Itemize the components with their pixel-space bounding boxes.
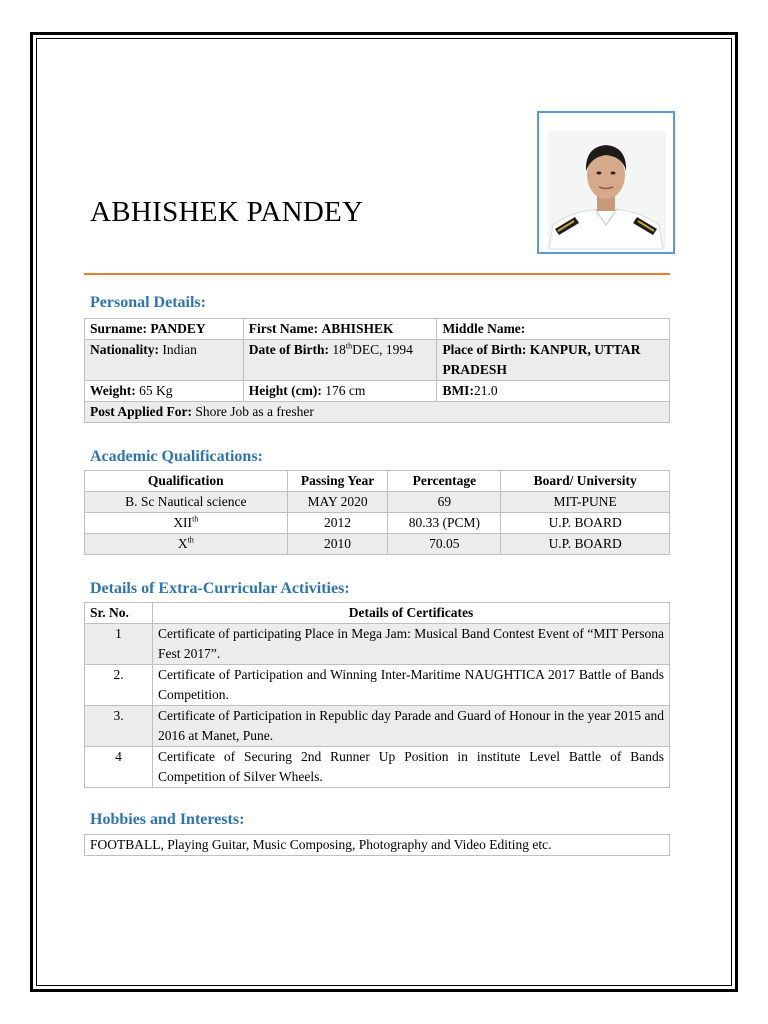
academic-table xyxy=(84,470,670,555)
qualification-cell: XIIth xyxy=(85,513,288,534)
certificate-cell: Certificate of Participation and Winning Inter-Maritime NAUGHTICA 2017 Battle of Bands Competition. xyxy=(153,665,670,706)
first-name-cell: First Name: ABHISHEK xyxy=(243,319,437,340)
col-header: Board/ University xyxy=(501,471,670,492)
personal-details-table xyxy=(84,318,670,423)
candidate-name: ABHISHEK PANDEY xyxy=(90,196,364,228)
hobbies-heading: Hobbies and Interests: xyxy=(90,811,245,828)
col-header: Passing Year xyxy=(287,471,388,492)
qualification-cell: Xth xyxy=(85,534,288,555)
height-cell: Height (cm): 176 cm xyxy=(243,381,437,402)
certificate-cell: Certificate of participating Place in Mega Jam: Musical Band Contest Event of “MIT Persona Fest 2017”. xyxy=(153,624,670,665)
table-header-row xyxy=(85,471,670,492)
personal-details-heading: Personal Details: xyxy=(90,294,206,311)
weight-cell: Weight: 65 Kg xyxy=(85,381,244,402)
table-row xyxy=(85,402,670,423)
col-header: Qualification xyxy=(85,471,288,492)
academic-heading: Academic Qualifications: xyxy=(90,448,263,465)
col-header: Percentage xyxy=(388,471,501,492)
percentage-cell: 70.05 xyxy=(388,534,501,555)
certificate-cell: Certificate of Securing 2nd Runner Up Position in institute Level Battle of Bands Competition of Silver Wheels. xyxy=(153,747,670,788)
table-row xyxy=(85,747,670,788)
bmi-cell: BMI:21.0 xyxy=(437,381,670,402)
table-row xyxy=(85,624,670,665)
col-header: Details of Certificates xyxy=(153,603,670,624)
year-cell: 2010 xyxy=(287,534,388,555)
table-row xyxy=(85,381,670,402)
table-row xyxy=(85,513,670,534)
dob-cell: Date of Birth: 18thDEC, 1994 xyxy=(243,340,437,381)
surname-cell: Surname: PANDEY xyxy=(85,319,244,340)
table-header-row xyxy=(85,603,670,624)
sr-cell: 4 xyxy=(85,747,153,788)
board-cell: MIT-PUNE xyxy=(501,492,670,513)
sr-cell: 1 xyxy=(85,624,153,665)
middle-name-cell: Middle Name: xyxy=(437,319,670,340)
table-row xyxy=(85,534,670,555)
board-cell: U.P. BOARD xyxy=(501,513,670,534)
table-row xyxy=(85,665,670,706)
hobbies-cell: FOOTBALL, Playing Guitar, Music Composing, Photography and Video Editing etc. xyxy=(85,835,670,856)
col-header: Sr. No. xyxy=(85,603,153,624)
sr-cell: 3. xyxy=(85,706,153,747)
table-row xyxy=(85,492,670,513)
percentage-cell: 80.33 (PCM) xyxy=(388,513,501,534)
table-row xyxy=(85,835,670,856)
board-cell: U.P. BOARD xyxy=(501,534,670,555)
table-row xyxy=(85,706,670,747)
extra-curricular-table xyxy=(84,602,670,788)
profile-photo xyxy=(537,111,675,254)
table-row xyxy=(85,340,670,381)
table-row xyxy=(85,319,670,340)
hobbies-table xyxy=(84,834,670,856)
percentage-cell: 69 xyxy=(388,492,501,513)
year-cell: MAY 2020 xyxy=(287,492,388,513)
year-cell: 2012 xyxy=(287,513,388,534)
certificate-cell: Certificate of Participation in Republic day Parade and Guard of Honour in the year 2015 and 2016 at Manet, Pune. xyxy=(153,706,670,747)
sr-cell: 2. xyxy=(85,665,153,706)
extra-curricular-heading: Details of Extra-Curricular Activities: xyxy=(90,580,350,597)
post-applied-cell: Post Applied For: Shore Job as a fresher xyxy=(85,402,670,423)
pob-cell: Place of Birth: KANPUR, UTTAR PRADESH xyxy=(437,340,670,381)
header-divider xyxy=(84,273,670,275)
qualification-cell: B. Sc Nautical science xyxy=(85,492,288,513)
nationality-cell: Nationality: Indian xyxy=(85,340,244,381)
